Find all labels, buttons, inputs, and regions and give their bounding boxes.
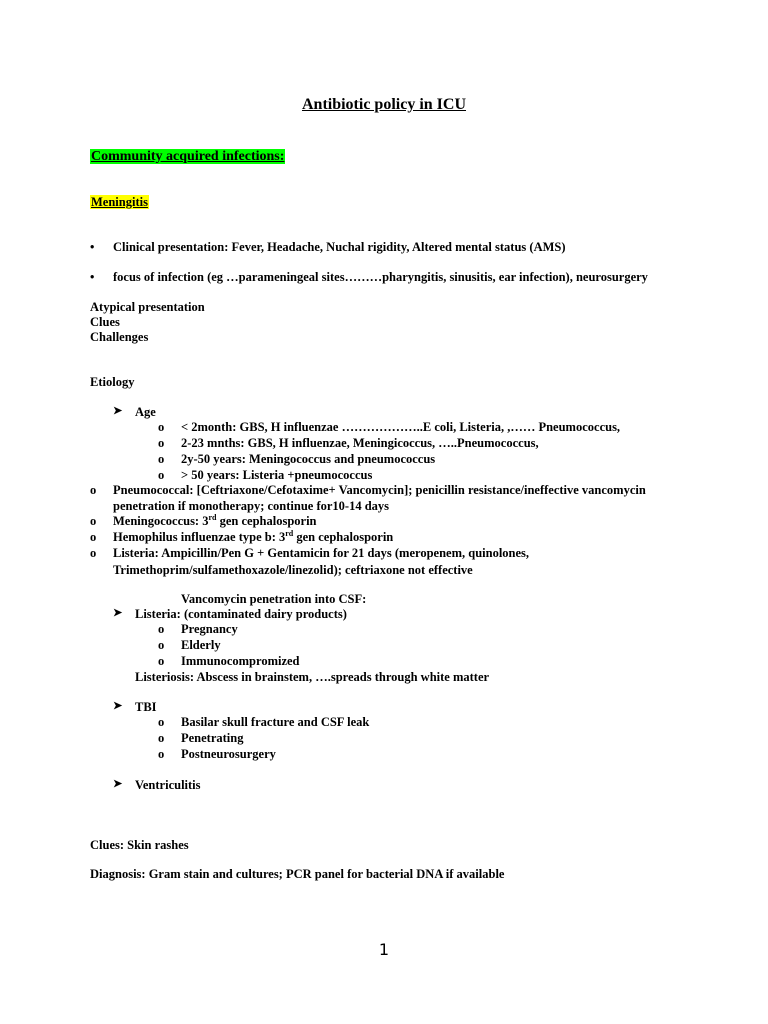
arrow-bullet-icon: ➤	[113, 778, 123, 790]
treatment-hemophilus: Hemophilus influenzae type b: 3rd gen cephalosporin	[113, 528, 394, 544]
listeria-item: Immunocompromized	[181, 654, 300, 668]
atypical-clues: Clues	[90, 315, 120, 329]
o-bullet: o	[90, 546, 97, 560]
o-bullet: o	[158, 622, 165, 636]
tbi-item: Basilar skull fracture and CSF leak	[181, 715, 370, 729]
diagnosis-line: Diagnosis: Gram stain and cultures; PCR panel for bacterial DNA if available	[90, 867, 505, 881]
o-bullet: o	[158, 638, 165, 652]
atypical-presentation: Atypical presentation	[90, 300, 205, 314]
tbi-item: Postneurosurgery	[181, 747, 276, 761]
arrow-bullet-icon: ➤	[113, 607, 123, 619]
listeria-item: Elderly	[181, 638, 221, 652]
o-bullet: o	[158, 747, 165, 761]
listeria-item: Pregnancy	[181, 622, 238, 636]
ventriculitis-label: Ventriculitis	[135, 778, 201, 792]
page-title: Antibiotic policy in ICU	[301, 96, 466, 113]
treatment-pneumococcal: Pneumococcal: [Ceftriaxone/Cefotaxime+ Vancomycin]; penicillin resistance/ineffective vancomycin	[113, 483, 646, 497]
o-bullet: o	[158, 654, 165, 668]
bullet-focus-of-infection: focus of infection (eg …parameningeal sites………pharyngitis, sinusitis, ear infection), neurosurgery	[113, 270, 648, 284]
page-number: 1	[378, 940, 390, 959]
tbi-item: Penetrating	[181, 731, 244, 745]
age-item: > 50 years: Listeria +pneumococcus	[181, 468, 373, 482]
bullet-clinical-presentation: Clinical presentation: Fever, Headache, Nuchal rigidity, Altered mental status (AMS)	[113, 240, 566, 254]
o-bullet: o	[90, 483, 97, 497]
listeria-label: Listeria: (contaminated dairy products)	[135, 607, 347, 621]
o-bullet: o	[158, 731, 165, 745]
atypical-challenges: Challenges	[90, 330, 149, 344]
treatment-listeria-cont: Trimethoprim/sulfamethoxazole/linezolid); ceftriaxone not effective	[113, 563, 473, 577]
o-bullet: o	[158, 468, 165, 482]
arrow-bullet-icon: ➤	[113, 700, 123, 712]
o-bullet: o	[90, 530, 97, 544]
o-bullet: o	[158, 715, 165, 729]
tbi-label: TBI	[135, 700, 157, 714]
age-item: 2-23 mnths: GBS, H influenzae, Meningicoccus, …..Pneumococcus,	[181, 436, 539, 450]
age-label: Age	[135, 405, 156, 419]
section-heading	[90, 148, 285, 165]
section-heading-text: Community acquired infections:	[91, 149, 285, 164]
clues-line: Clues: Skin rashes	[90, 838, 189, 852]
etiology-heading: Etiology	[90, 375, 135, 389]
o-bullet: o	[158, 420, 165, 434]
treatment-listeria: Listeria: Ampicillin/Pen G + Gentamicin for 21 days (meropenem, quinolones,	[113, 546, 530, 560]
treatment-pneumococcal-cont: penetration if monotherapy; continue for10-14 days	[113, 499, 390, 513]
vancomycin-csf-note: Vancomycin penetration into CSF:	[181, 592, 367, 606]
o-bullet: o	[158, 452, 165, 466]
treatment-meningococcus: Meningococcus: 3rd gen cephalosporin	[113, 512, 317, 528]
age-item: < 2month: GBS, H influenzae ………………..E coli, Listeria, ,…… Pneumococcus,	[181, 420, 621, 434]
arrow-bullet-icon: ➤	[113, 405, 123, 417]
bullet-dot: •	[90, 270, 95, 284]
bullet-dot: •	[90, 240, 95, 254]
age-item: 2y-50 years: Meningococcus and pneumococcus	[181, 452, 436, 466]
listeriosis-note: Listeriosis: Abscess in brainstem, ….spreads through white matter	[135, 670, 490, 684]
o-bullet: o	[158, 436, 165, 450]
subsection-heading-text: Meningitis	[91, 195, 148, 209]
subsection-heading	[90, 195, 149, 210]
o-bullet: o	[90, 514, 97, 528]
